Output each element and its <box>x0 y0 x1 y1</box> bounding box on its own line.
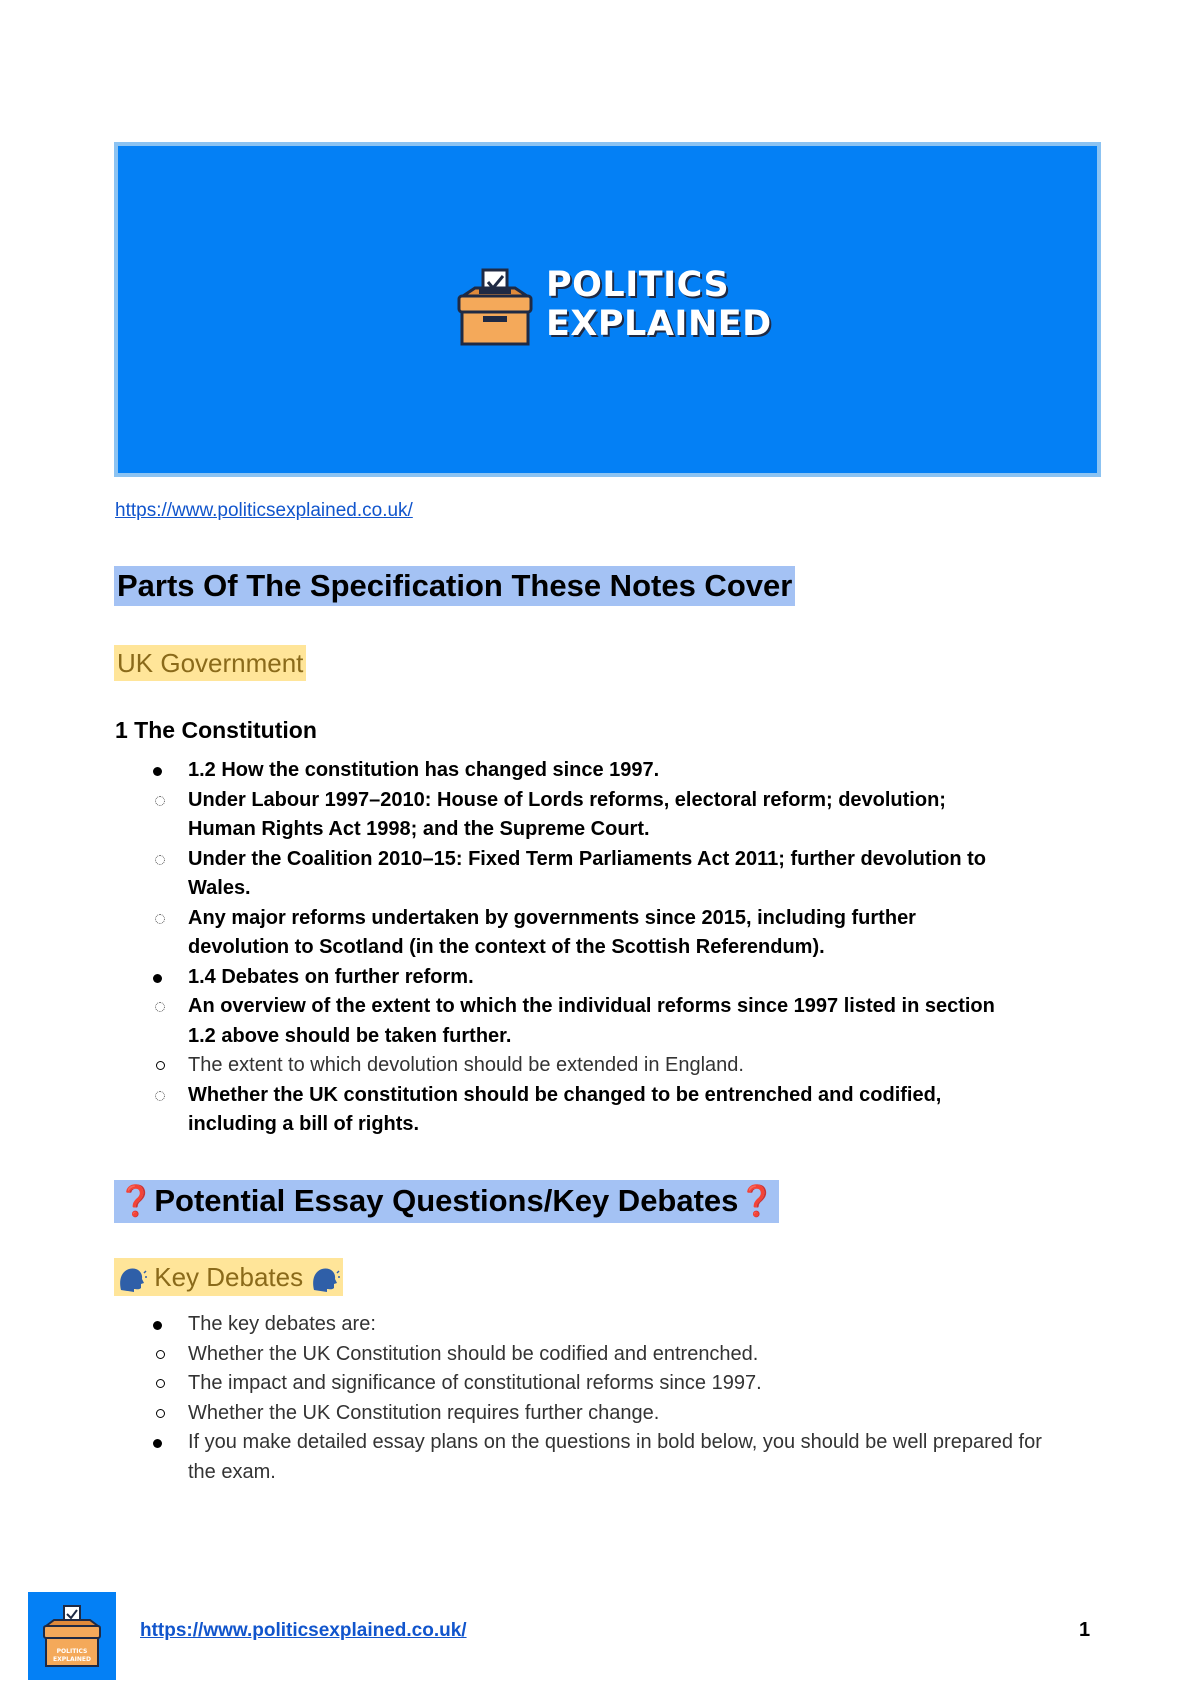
uk-government-subheading: UK Government <box>114 645 306 681</box>
header-banner <box>114 142 1101 477</box>
ballot-box-icon <box>28 1592 116 1680</box>
politics-explained-logo <box>453 266 773 356</box>
specification-list <box>150 756 1140 1140</box>
list-item: If you make detailed essay plans on the questions in bold below, you should be well prepared for the exam. <box>150 1428 1140 1487</box>
checkbox-icon <box>155 914 165 924</box>
checkbox-icon <box>155 1002 165 1012</box>
footer-website-link[interactable]: https://www.politicsexplained.co.uk/ <box>140 1620 467 1641</box>
key-debates-subheading: Key Debates <box>114 1258 343 1296</box>
footer-logo <box>28 1592 116 1680</box>
question-mark-icon: ❓ <box>738 1185 776 1218</box>
constitution-topic-title: 1 The Constitution <box>115 717 317 743</box>
list-subitem: Any major reforms undertaken by governments since 2015, including further devolution to Scotland (in the context of the Scottish Referendum). <box>77 904 1140 963</box>
bullet-icon <box>153 1439 162 1448</box>
key-debates-list <box>150 1310 1140 1487</box>
logo-line-2: EXPLAINED <box>546 304 772 344</box>
circle-bullet-icon <box>156 1409 165 1418</box>
list-subitem: The extent to which devolution should be extended in England. <box>77 1051 1140 1081</box>
essay-questions-heading: ❓Potential Essay Questions/Key Debates❓ <box>114 1180 779 1223</box>
circle-bullet-icon <box>156 1379 165 1388</box>
specification-heading: Parts Of The Specification These Notes Cover <box>114 566 795 606</box>
ballot-box-icon <box>453 266 537 350</box>
checkbox-icon <box>155 1091 165 1101</box>
list-item: 1.2 How the constitution has changed since 1997. <box>150 756 1140 786</box>
bullet-icon <box>153 974 162 983</box>
svg-text:POLITICS: POLITICS <box>56 1648 88 1655</box>
speaking-head-icon <box>310 1264 340 1294</box>
speaking-head-icon <box>117 1264 147 1294</box>
bullet-icon <box>153 1321 162 1330</box>
circle-bullet-icon <box>156 1350 165 1359</box>
list-subitem: Under the Coalition 2010–15: Fixed Term Parliaments Act 2011; further devolution to Wales. <box>77 845 1140 904</box>
question-mark-icon: ❓ <box>117 1185 155 1218</box>
list-subitem: An overview of the extent to which the individual reforms since 1997 listed in section 1.2 above should be taken further. <box>77 992 1140 1051</box>
list-subitem: Under Labour 1997–2010: House of Lords reforms, electoral reform; devolution; Human Rights Act 1998; and the Supreme Court. <box>77 786 1140 845</box>
list-subitem: The impact and significance of constitutional reforms since 1997. <box>77 1369 1140 1399</box>
page-number: 1 <box>1079 1619 1091 1641</box>
bullet-icon <box>153 767 162 776</box>
list-item: 1.4 Debates on further reform. <box>150 963 1140 993</box>
list-subitem: Whether the UK Constitution requires further change. <box>77 1399 1140 1429</box>
svg-text:EXPLAINED: EXPLAINED <box>53 1656 91 1663</box>
checkbox-icon <box>155 855 165 865</box>
checkbox-icon <box>155 796 165 806</box>
website-link[interactable]: https://www.politicsexplained.co.uk/ <box>115 500 413 521</box>
list-subitem: Whether the UK Constitution should be codified and entrenched. <box>77 1340 1140 1370</box>
logo-line-1: POLITICS <box>546 265 730 305</box>
list-subitem: Whether the UK constitution should be changed to be entrenched and codified, including a bill of rights. <box>77 1081 1140 1140</box>
list-item: The key debates are: <box>150 1310 1140 1340</box>
circle-bullet-icon <box>156 1061 165 1070</box>
